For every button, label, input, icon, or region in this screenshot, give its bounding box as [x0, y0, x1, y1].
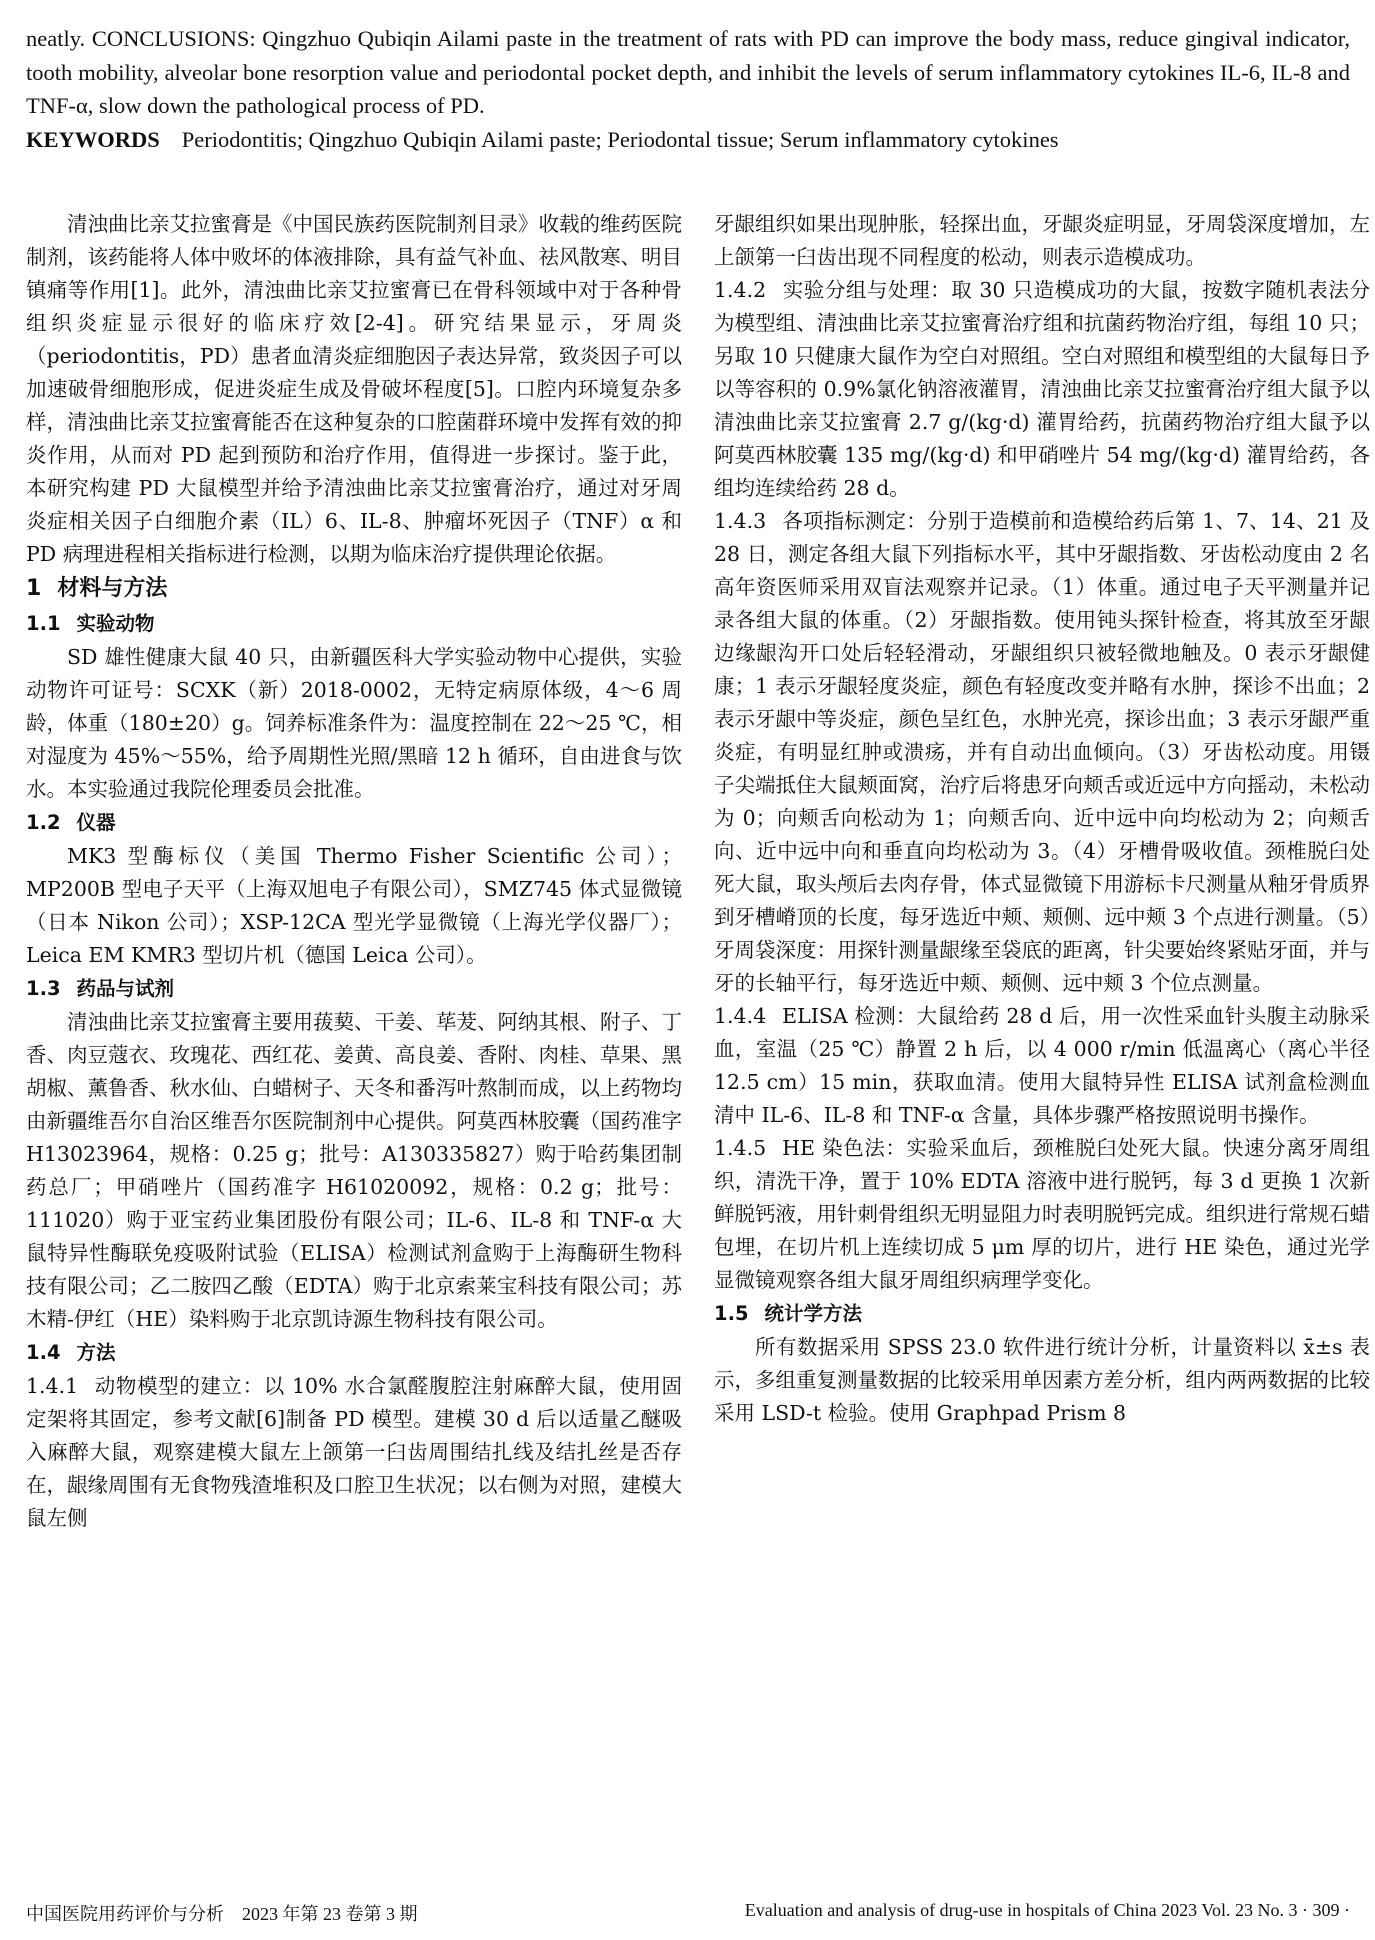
- keywords-line: [26, 123, 1350, 157]
- left-column: [26, 208, 682, 1535]
- subsection-heading-1-5: [714, 1297, 1370, 1331]
- item-number: 1.4.3: [714, 509, 767, 533]
- intro-paragraph: 清浊曲比亲艾拉蜜膏是《中国民族药医院制剂目录》收载的维药医院制剂，该药能将人体中败坏的体液排除，具有益气补血、祛风散寒、明目镇痛等作用[1]。此外，清浊曲比亲艾拉蜜膏已在骨科领域中对于各种骨组织炎症显示很好的临床疗效[2-4]。研究结果显示，牙周炎（periodontitis，PD）患者血清炎症细胞因子表达异常，致炎因子可以加速破骨细胞形成，促进炎症生成及骨破坏程度[5]。口腔内环境复杂多样，清浊曲比亲艾拉蜜膏能否在这种复杂的口腔菌群环境中发挥有效的抑炎作用，从而对 PD 起到预防和治疗作用，值得进一步探讨。鉴于此，本研究构建 PD 大鼠模型并给予清浊曲比亲艾拉蜜膏治疗，通过对牙周炎症相关因子白细胞介素（IL）6、IL-8、肿瘤坏死因子（TNF）α 和 PD 病理进程相关指标进行检测，以期为临床治疗提供理论依据。: [26, 212, 682, 566]
- item-number: 1.4.2: [714, 278, 767, 302]
- subsection-number: 1.4: [26, 1341, 61, 1364]
- paragraph-1-4-2: [714, 274, 1370, 505]
- paragraph-1-1: SD 雄性健康大鼠 40 只，由新疆医科大学实验动物中心提供，实验动物许可证号：SCXK（新）2018-0002，无特定病原体级，4～6 周龄，体重（180±20）g。饲养标准条件为：温度控制在 22～25 ℃，相对湿度为 45%～55%，给予周期性光照/黑暗 12 h 循环，自由进食与饮水。本实验通过我院伦理委员会批准。: [26, 645, 682, 801]
- item-number: 1.4.4: [714, 1004, 767, 1028]
- paragraph-1-4-4: [714, 1000, 1370, 1132]
- subsection-title: 统计学方法: [764, 1302, 863, 1325]
- abstract-block: [26, 22, 1350, 156]
- paragraph-1-5: 所有数据采用 SPSS 23.0 软件进行统计分析，计量资料以 x̄±s 表示，多组重复测量数据的比较采用单因素方差分析，组内两两数据的比较采用 LSD-t 检验。使用 Graphpad Prism 8: [714, 1335, 1370, 1425]
- item-text: 动物模型的建立：以 10% 水合氯醛腹腔注射麻醉大鼠，使用固定架将其固定，参考文献[6]制备 PD 模型。建模 30 d 后以适量乙醚吸入麻醉大鼠，观察建模大鼠左上颌第一臼齿周围结扎线及结扎丝是否存在，龈缘周围有无食物残渣堆积及口腔卫生状况；以右侧为对照，建模大鼠左侧: [26, 1374, 682, 1530]
- subsection-number: 1.3: [26, 977, 61, 1000]
- subsection-title: 仪器: [76, 811, 116, 834]
- section-title: 材料与方法: [57, 576, 168, 601]
- item-text: 实验分组与处理：取 30 只造模成功的大鼠，按数字随机表法分为模型组、清浊曲比亲艾拉蜜膏治疗组和抗菌药物治疗组，每组 10 只；另取 10 只健康大鼠作为空白对照组。空白对照组和模型组的大鼠每日予以等容积的 0.9%氯化钠溶液灌胃，清浊曲比亲艾拉蜜膏治疗组大鼠予以清浊曲比亲艾拉蜜膏 2.7 g/(kg·d) 灌胃给药，抗菌药物治疗组大鼠予以阿莫西林胶囊 135 mg/(kg·d) 和甲硝唑片 54 mg/(kg·d) 灌胃给药，各组均连续给药 28 d。: [714, 278, 1370, 500]
- subsection-number: 1.5: [714, 1302, 749, 1325]
- right-column: [714, 208, 1370, 1430]
- subsection-heading-1-1: [26, 607, 682, 641]
- subsection-title: 实验动物: [76, 612, 155, 635]
- paragraph-1-4-3: [714, 505, 1370, 1000]
- subsection-heading-1-4: [26, 1336, 682, 1370]
- paragraph-1-4-5: [714, 1132, 1370, 1297]
- subsection-number: 1.2: [26, 811, 61, 834]
- subsection-heading-1-2: [26, 806, 682, 840]
- subsection-title: 药品与试剂: [76, 977, 175, 1000]
- paragraph-1-3: 清浊曲比亲艾拉蜜膏主要用菝葜、干姜、荜茇、阿纳其根、附子、丁香、肉豆蔻衣、玫瑰花、西红花、姜黄、高良姜、香附、肉桂、草果、黑胡椒、薰鲁香、秋水仙、白蜡树子、天冬和番泻叶熬制而成，以上药物均由新疆维吾尔自治区维吾尔医院制剂中心提供。阿莫西林胶囊（国药准字 H13023964，规格：0.25 g；批号：A130335827）购于哈药集团制药总厂；甲硝唑片（国药准字 H61020092，规格：0.2 g；批号：111020）购于亚宝药业集团股份有限公司；IL-6、IL-8 和 TNF-α 大鼠特异性酶联免疫吸附试验（ELISA）检测试剂盒购于上海酶研生物科技有限公司；乙二胺四乙酸（EDTA）购于北京索莱宝科技有限公司；苏木精-伊红（HE）染料购于北京凯诗源生物科技有限公司。: [26, 1010, 682, 1331]
- keywords-label: KEYWORDS: [26, 126, 160, 152]
- paragraph-continued: 牙龈组织如果出现肿胀，轻探出血，牙龈炎症明显，牙周袋深度增加，左上颌第一臼齿出现不同程度的松动，则表示造模成功。: [714, 212, 1370, 269]
- item-number: 1.4.5: [714, 1136, 767, 1160]
- paragraph-1-4-1: [26, 1370, 682, 1535]
- section-heading-1: [26, 571, 682, 607]
- subsection-title: 方法: [76, 1341, 116, 1364]
- subsection-heading-1-3: [26, 972, 682, 1006]
- footer-journal-en: Evaluation and analysis of drug-use in hospitals of China 2023 Vol. 23 No. 3 · 309 ·: [744, 1900, 1350, 1920]
- paragraph-1-2: MK3 型酶标仪（美国 Thermo Fisher Scientific 公司）；MP200B 型电子天平（上海双旭电子有限公司），SMZ745 体式显微镜（日本 Nikon 公司）；XSP-12CA 型光学显微镜（上海光学仪器厂）；Leica EM KMR3 型切片机（德国 Leica 公司）。: [26, 844, 682, 967]
- item-number: 1.4.1: [26, 1374, 79, 1398]
- item-text: 各项指标测定：分别于造模前和造模给药后第 1、7、14、21 及 28 日，测定各组大鼠下列指标水平，其中牙龈指数、牙齿松动度由 2 名高年资医师采用双盲法观察并记录。（1）体重。通过电子天平测量并记录各组大鼠的体重。（2）牙龈指数。使用钝头探针检查，将其放至牙龈边缘龈沟开口处后轻轻滑动，牙龈组织只被轻微地触及。0 表示牙龈健康；1 表示牙龈轻度炎症，颜色有轻度改变并略有水肿，探诊不出血；2 表示牙龈中等炎症，颜色呈红色，水肿光亮，探诊出血；3 表示牙龈严重炎症，有明显红肿或溃疡，并有自动出血倾向。（3）牙齿松动度。用镊子尖端抵住大鼠颊面窝，治疗后将患牙向颊舌或近远中方向摇动，未松动为 0；向颊舌向松动为 1；向颊舌向、近中远中向均松动为 2；向颊舌向、近中远中向和垂直向均松动为 3。（4）牙槽骨吸收值。颈椎脱臼处死大鼠，取头颅后去肉存骨，体式显微镜下用游标卡尺测量从釉牙骨质界到牙槽嵴顶的长度，每牙选近中颊、颊侧、远中颊 3 个点进行测量。（5）牙周袋深度：用探针测量龈缘至袋底的距离，针尖要始终紧贴牙面，并与牙的长轴平行，每牙选近中颊、颊侧、远中颊 3 个位点测量。: [714, 509, 1370, 995]
- item-text: ELISA 检测：大鼠给药 28 d 后，用一次性采血针头腹主动脉采血，室温（25 ℃）静置 2 h 后，以 4 000 r/min 低温离心（离心半径 12.5 cm）15 min，获取血清。使用大鼠特异性 ELISA 试剂盒检测血清中 IL-6、IL-8 和 TNF-α 含量，具体步骤严格按照说明书操作。: [714, 1004, 1370, 1127]
- keywords-text: Periodontitis; Qingzhuo Qubiqin Ailami paste; Periodontal tissue; Serum inflammatory cytokines: [181, 126, 1059, 152]
- item-text: HE 染色法：实验采血后，颈椎脱臼处死大鼠。快速分离牙周组织，清洗干净，置于 10% EDTA 溶液中进行脱钙，每 3 d 更换 1 次新鲜脱钙液，用针刺骨组织无明显阻力时表明脱钙完成。组织进行常规石蜡包埋，在切片机上连续切成 5 μm 厚的切片，进行 HE 染色，通过光学显微镜观察各组大鼠牙周组织病理学变化。: [714, 1136, 1370, 1292]
- section-number: 1: [26, 576, 42, 601]
- subsection-number: 1.1: [26, 612, 61, 635]
- abstract-conclusions: neatly. CONCLUSIONS: Qingzhuo Qubiqin Ailami paste in the treatment of rats with PD can improve the body mass, reduce gingival indicator, tooth mobility, alveolar bone resorption value and periodontal pocket depth, and inhibit the levels of serum inflammatory cytokines IL-6, IL-8 and TNF-α, slow down the pathological process of PD.: [26, 26, 1350, 118]
- footer-journal-cn: 中国医院用药评价与分析 2023 年第 23 卷第 3 期: [26, 1904, 418, 1924]
